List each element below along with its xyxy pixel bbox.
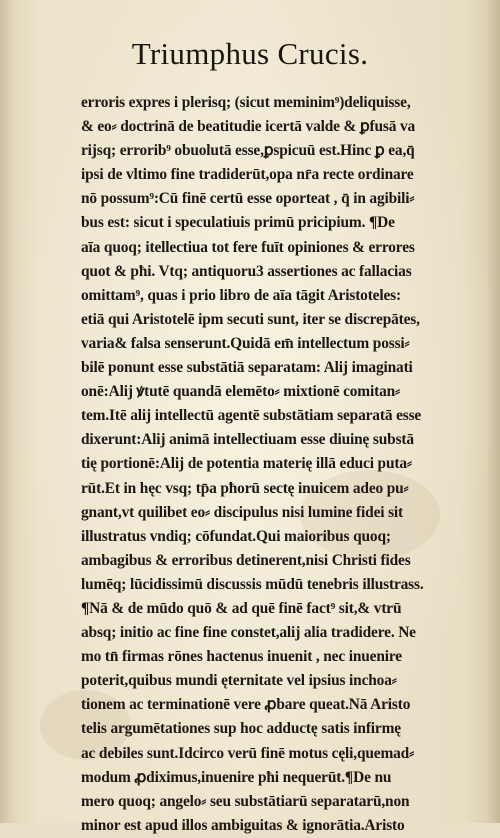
running-head: Triumphus Crucis. [131, 36, 369, 71]
text-line: bilē ponunt esse substātiā separatam: Alij imaginati [81, 359, 413, 377]
text-block [81, 91, 486, 838]
page-edge-left [0, 0, 14, 823]
text-line: dixerunt:Alij animā intellectiuam esse diuinę substā [81, 431, 414, 449]
text-line: erroris expres i plerisq; (sicut meminim⁹)deliquisse, [81, 94, 411, 111]
text-line: rūt.Et in hęc vsq; tp̄a pħorū sectę inuicem adeo pu⸗ [81, 479, 409, 497]
text-line: gnant,vt quilibet eo⸗ discipulus nisi lumine fidei sit [81, 503, 404, 521]
text-line: quot & pħi. Vtq; antiquoru3 assertiones ac fallacias [81, 262, 412, 280]
text-line: ambagibus & erroribus detinerent,nisi Christi fides [81, 551, 411, 569]
text-line: absq; initio ac fine fine constet,alij alia tradidere. Ne [81, 624, 416, 642]
text-line: onē:Alij ꝟtutē quandā elemēto⸗ mixtionē comitan⸗ [81, 383, 400, 401]
text-line: lumēq; lūcidissimū discussis mūdū tenebris illustrass. [81, 575, 424, 593]
text-line: etiā qui Aristotelē ipm secuti sunt, iter se discrepātes, [81, 310, 420, 328]
text-line: rijsq; errorib⁹ obuolutā esse,ꝑspicuū est.Hinc ꝑ ea,q̄ [81, 142, 415, 160]
text-line: tionem ac terminationē vere ꝓbare queat.Nā Aristo [81, 696, 411, 714]
text-line: ipsi de vltimo fine tradiderūt,opa nr̄a recte ordinare [81, 166, 414, 184]
text-line: aīa quoq; itellectiua tot fere fuīt opiniones & errores [81, 238, 415, 256]
text-line: mero quoq; angelo⸗ seu substātiarū separatarū,non [81, 792, 410, 810]
text-line: varia& falsa senserunt.Quidā em̄ intellectum possi⸗ [81, 334, 410, 352]
text-line: tem.Itē alij intellectū agentē substātiam separatā esse [81, 407, 422, 425]
text-line: illustratus vndiq; cōfundat.Qui maioribus quoq; [81, 527, 391, 545]
text-line: & eo⸗ doctrinā de beatitudie icertā valde & ꝑfusā va [81, 118, 416, 136]
text-line: nō possum⁹:Cū finē certū esse oporteat , q̄ in agibili⸗ [81, 190, 415, 208]
text-line: modum ꝓdiximus,inuenire pħi nequerūt.¶De nu [81, 768, 392, 786]
text-line: poterit,quibus mundi ęternitate vel ipsius inchoa⸗ [81, 672, 397, 690]
text-line: ac debiles sunt.Idcirco verū finē motus cęli,quemad⸗ [81, 744, 415, 762]
text-line: ¶Nā & de mūdo quō & ad quē finē fact⁹ sit,& vtrū [81, 599, 402, 617]
text-line: bus est: sicut i speculatiuis primū pricipium. ¶De [81, 214, 395, 232]
text-line: telis argumētationes sup hoc adductę satis infirmę [81, 720, 401, 738]
text-line: tię portionē:Alij de potentia materię illā educi puta⸗ [81, 455, 412, 473]
text-line: mo tn̄ firmas rōnes hactenus inuenit , nec inuenire [81, 648, 402, 666]
text-line: minor est apud illos ambiguitas & ignorātia.Aristo [81, 816, 405, 834]
text-line: omittam⁹, quas i prio libro de aīa tāgit Aristoteles: [81, 286, 401, 304]
page-edge-right [486, 0, 500, 823]
